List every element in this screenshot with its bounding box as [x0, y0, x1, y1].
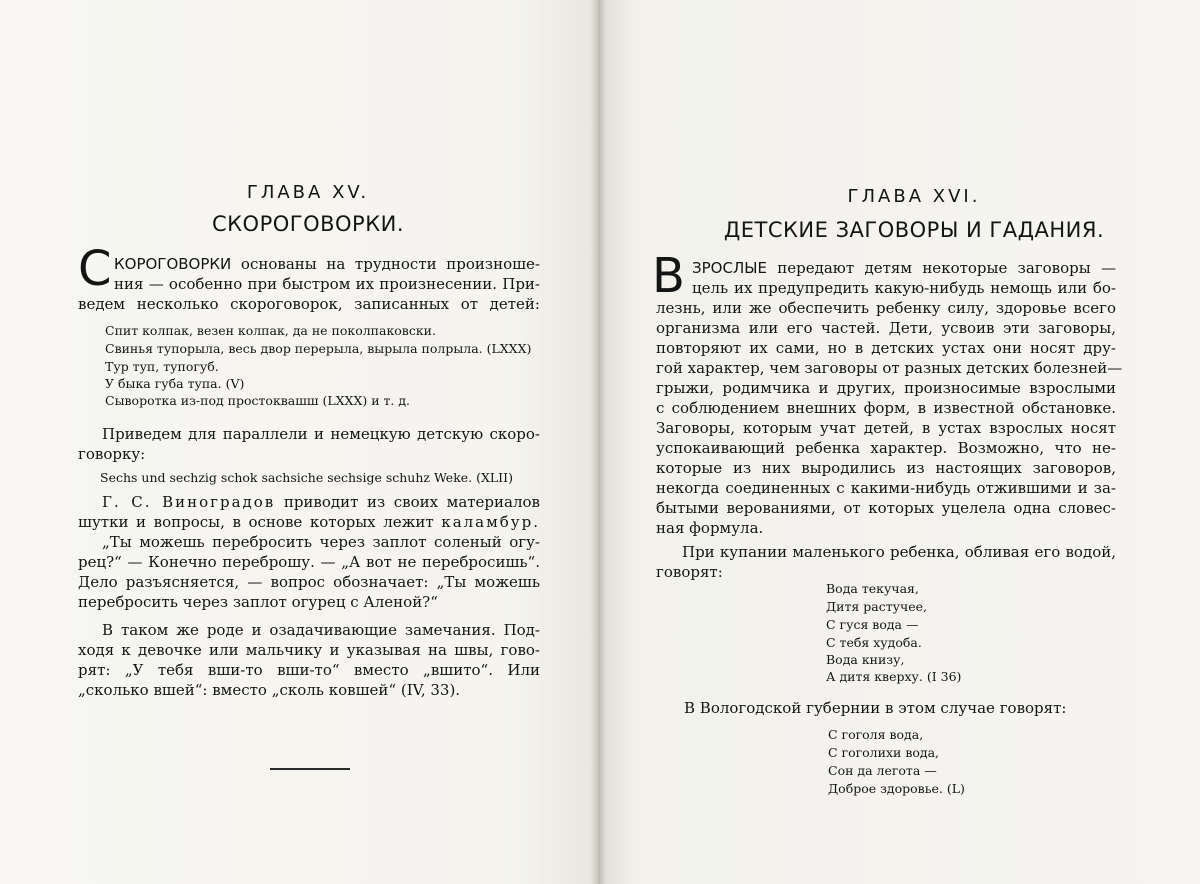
tongue-twister-2: Свинья тупорыла, весь двор перерыла, вырыла полрыла. (LXXX): [105, 341, 532, 356]
verse-line: Вода книзу,: [826, 652, 905, 667]
verse-line: С гуся вода —: [826, 617, 919, 632]
remarks-paragraph: В таком же роде и озадачивающие замечания. Под- ходя к девочке или мальчику и указывая на швы, гово- рят: „У тебя вши-то вши-то“ вместо „вшито“. Или „сколько вшей“: вместо „сколь ковшей“ (IV, 33).: [78, 621, 540, 699]
tongue-twister-1: Спит колпак, везен колпак, да не поколпаковски.: [105, 323, 436, 338]
parallel-paragraph: Приведем для параллели и немецкую детскую скоро- говорку:: [78, 425, 540, 463]
tongue-twister-5: Сыворотка из-под простоквашш (LXXX) и т. д.: [105, 393, 411, 408]
drop-cap: С: [78, 241, 112, 297]
verse-line: С тебя худоба.: [826, 635, 922, 650]
vologda-line: В Вологодской губернии в этом случае говорят:: [684, 699, 1067, 717]
intro-caps: ЗРОСЛЫЕ: [692, 259, 767, 277]
tongue-twister-3: Тур туп, тупогуб.: [105, 359, 219, 374]
tongue-twister-4: У быка губа тупа. (V): [105, 376, 245, 391]
chapter-heading-xv: ГЛАВА XV.: [246, 182, 370, 203]
chapter-heading-xvi: ГЛАВА XVI.: [847, 186, 981, 207]
pun-word: каламбур.: [441, 513, 540, 531]
chapter-title-xv: СКОРОГОВОРКИ.: [211, 212, 405, 236]
drop-cap: В: [652, 248, 685, 304]
chapter-title-xvi: ДЕТСКИЕ ЗАГОВОРЫ И ГАДАНИЯ.: [723, 218, 1105, 242]
vinogradov-paragraph: Г. С. Виноградов приводит из своих материалов шутки и вопросы, в основе которых лежит каламбур. „Ты можешь перебросить через заплот соленый огу- рец?“ — Конечно переброшу. — „А вот не перебросишь“. Дело разъясняется, — вопрос обозначает: „Ты можешь перебросить через заплот огурец с Аленой?“: [78, 493, 540, 611]
verse-line: Вода текучая,: [826, 581, 919, 596]
section-divider: [270, 768, 350, 770]
verse-line: С гоголя вода,: [828, 727, 924, 742]
verse-line: Доброе здоровье. (L): [828, 781, 965, 796]
verse-line: А дитя кверху. (I 36): [826, 669, 962, 684]
german-tongue-twister: Sechs und sechzig schok sachsiche sechsige schuhz Weke. (XLII): [100, 470, 513, 485]
verse-line: С гоголихи вода,: [828, 745, 939, 760]
intro-paragraph: КОРОГОВОРКИ основаны на трудности произноше- ния — особенно при быстром их произнесении. При- ведем несколько скороговорок, записанных от детей:: [78, 255, 540, 313]
verse-line: Сон да легота —: [828, 763, 937, 778]
verse-line: Дитя растучее,: [826, 599, 928, 614]
book-spine: [590, 0, 606, 884]
intro-paragraph: ЗРОСЛЫЕ передают детям некоторые заговоры — цель их предупредить какую-нибудь немощь или бо- лезнь, или же обеспечить ребенку силу, здоровье всего организма или его частей. Дети, усвоив эти заговоры, повторяют их сами, но в детских устах они носят дру- гой характер, чем заговоры от разных детских болезней— грыжи, родимчика и других, произносимые взрослыми с соблюдением внешних форм, в известной обстановке. Заговоры, которым учат детей, в устах взрослых носят успокаивающий ребенка характер. Возможно, что не- которые из них выродились из настоящих заговоров, некогда соединенных с какими-нибудь отжившими и за- бытыми верованиями, от которых уцелела одна словес- ная формула.: [656, 259, 1123, 537]
bathing-paragraph: При купании маленького ребенка, обливая его водой, говорят:: [656, 543, 1116, 581]
author-name: Г. С. Виноградов: [102, 493, 276, 511]
intro-caps: КОРОГОВОРКИ: [114, 255, 232, 273]
